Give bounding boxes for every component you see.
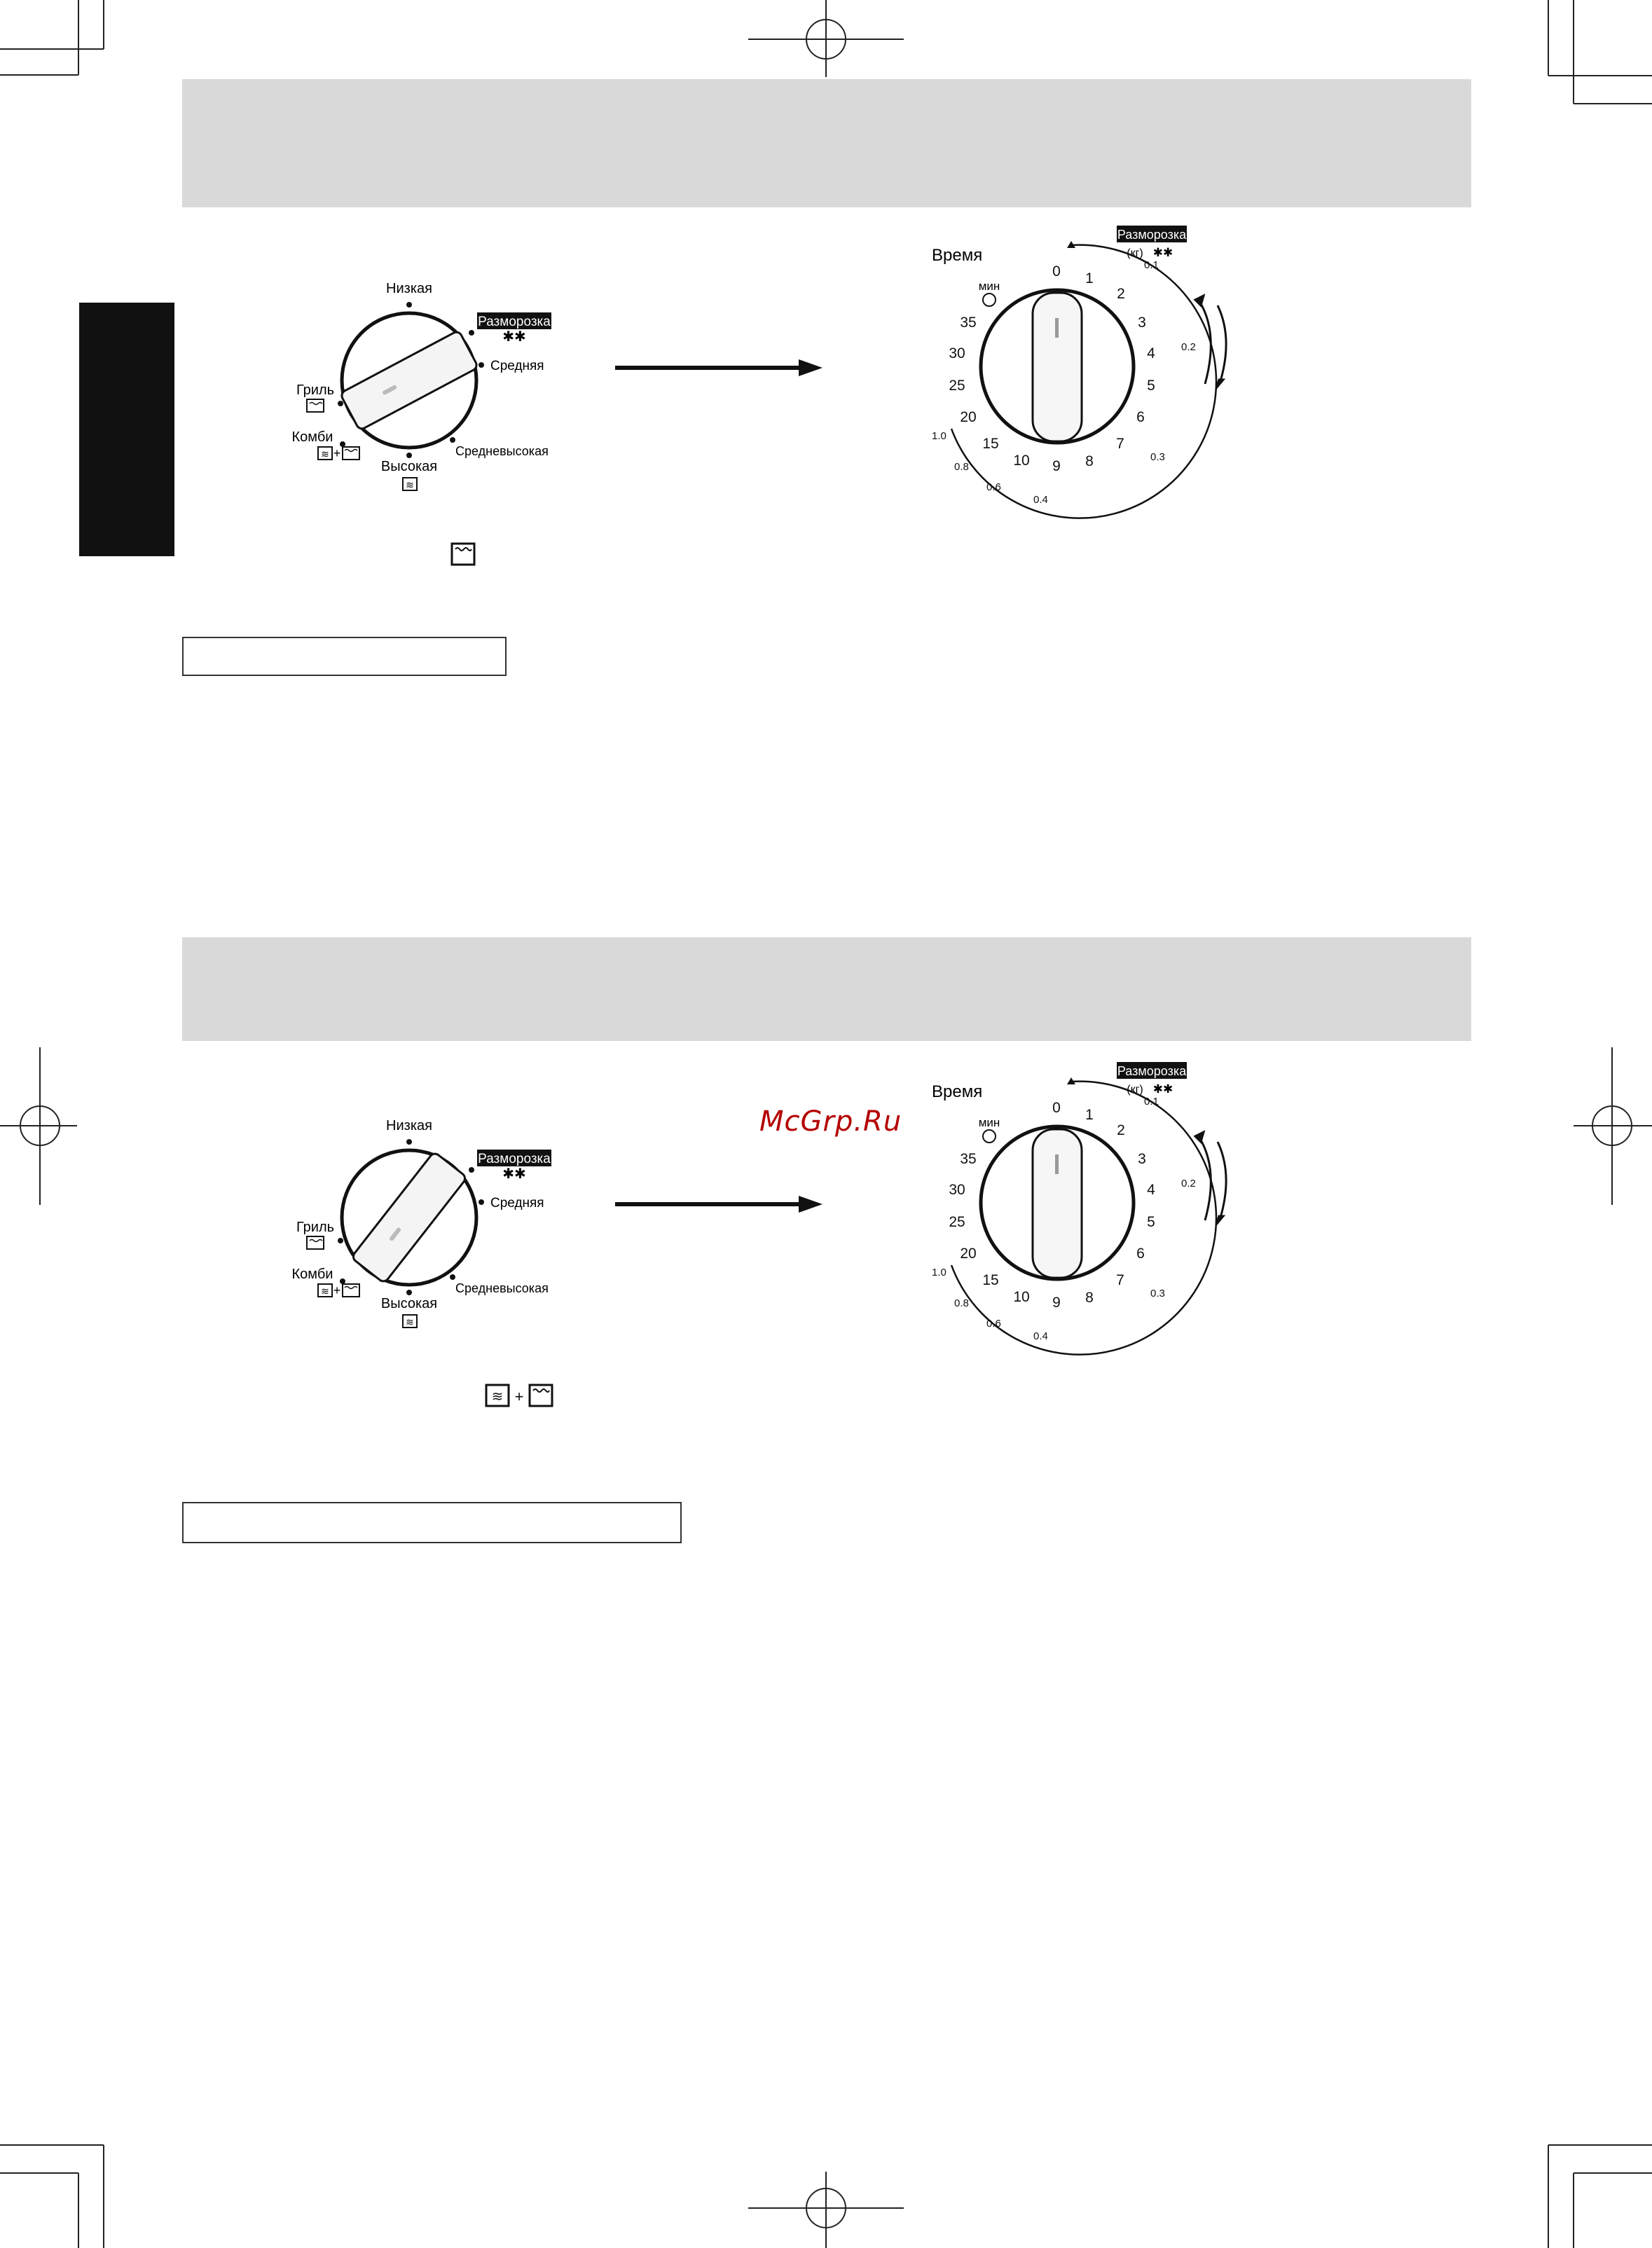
snowflake-icon: ✱✱ <box>502 329 526 345</box>
min-mark-15: 15 <box>982 1272 999 1288</box>
weight-mark-0.1: 0.1 <box>1144 1096 1159 1108</box>
min-mark-30: 30 <box>949 1182 965 1198</box>
microwave-icon <box>403 1315 417 1328</box>
weight-mark-1.0: 1.0 <box>932 1267 947 1278</box>
timer-kg-label: (кг) <box>1127 247 1143 259</box>
arrow-right-icon <box>615 357 822 378</box>
combi-icon <box>318 446 359 460</box>
timer-title: Время <box>932 1082 983 1101</box>
combi-icon <box>318 1283 359 1297</box>
min-mark-6: 6 <box>1136 409 1145 425</box>
timer-dial-2 <box>911 1054 1240 1355</box>
snowflake-icon: ✱✱ <box>502 1166 526 1182</box>
svg-text:+: + <box>333 1283 341 1297</box>
watermark-text: McGrp.Ru <box>759 1105 902 1138</box>
microwave-plus-grill-icon <box>485 1384 555 1409</box>
min-mark-0: 0 <box>1052 1100 1061 1116</box>
power-label-high: Высокая <box>380 1296 438 1311</box>
power-label-low: Низкая <box>386 281 432 296</box>
snowflake-icon: ✱✱ <box>1152 246 1173 259</box>
rotate-arrows-icon <box>1195 1132 1226 1225</box>
plus-sign: + <box>514 1388 524 1405</box>
clock-icon <box>983 1130 996 1143</box>
min-mark-9: 9 <box>1052 458 1061 474</box>
min-mark-15: 15 <box>982 436 999 452</box>
min-mark-1: 1 <box>1085 270 1094 287</box>
min-mark-3: 3 <box>1138 315 1146 331</box>
snowflake-icon: ✱✱ <box>1152 1082 1173 1096</box>
grill-icon <box>307 399 324 412</box>
weight-mark-0.8: 0.8 <box>954 1297 969 1309</box>
min-mark-5: 5 <box>1147 1214 1155 1230</box>
power-label-grill: Гриль <box>296 382 335 398</box>
svg-text:≋: ≋ <box>406 1316 414 1328</box>
power-label-medium: Средняя <box>490 1196 544 1211</box>
side-language-tab <box>79 303 174 556</box>
min-mark-5: 5 <box>1147 378 1155 394</box>
power-dial-1 <box>273 266 581 504</box>
grill-icon <box>450 542 476 566</box>
min-mark-10: 10 <box>1013 1289 1030 1305</box>
power-label-medium: Средняя <box>490 359 544 373</box>
min-mark-6: 6 <box>1136 1246 1145 1262</box>
min-mark-35: 35 <box>960 315 977 331</box>
timer-min-label: мин <box>978 280 1000 293</box>
svg-text:≋: ≋ <box>491 1389 504 1405</box>
weight-mark-0.3: 0.3 <box>1150 451 1165 463</box>
min-mark-25: 25 <box>949 378 965 394</box>
weight-mark-0.6: 0.6 <box>986 481 1001 493</box>
power-label-combi: Комби <box>291 429 333 445</box>
power-label-defrost: Разморозка <box>478 315 551 329</box>
power-dial-2 <box>273 1103 581 1342</box>
weight-mark-0.4: 0.4 <box>1033 1330 1048 1342</box>
rotate-arrows-icon <box>1195 296 1226 388</box>
timer-knob-grip <box>1033 1129 1082 1278</box>
svg-text:≋: ≋ <box>406 479 414 490</box>
weight-mark-0.2: 0.2 <box>1181 341 1196 353</box>
power-label-medium-high: Средневысокая <box>455 1281 549 1295</box>
weight-mark-0.6: 0.6 <box>986 1318 1001 1330</box>
min-mark-10: 10 <box>1013 453 1030 469</box>
svg-text:+: + <box>333 446 341 460</box>
min-mark-1: 1 <box>1085 1107 1094 1123</box>
microwave-icon <box>403 478 417 490</box>
section1-caption-box <box>182 637 507 676</box>
min-mark-25: 25 <box>949 1214 965 1230</box>
power-label-grill: Гриль <box>296 1220 335 1235</box>
min-mark-8: 8 <box>1085 453 1094 469</box>
min-mark-7: 7 <box>1116 436 1124 452</box>
power-label-low: Низкая <box>386 1118 432 1133</box>
section2-caption-box <box>182 1502 682 1543</box>
timer-defrost-label: Разморозка <box>1117 1064 1187 1078</box>
svg-text:≋: ≋ <box>321 448 329 460</box>
min-mark-3: 3 <box>1138 1151 1146 1167</box>
min-mark-20: 20 <box>960 1246 977 1262</box>
weight-mark-1.0: 1.0 <box>932 430 947 442</box>
power-label-medium-high: Средневысокая <box>455 444 549 458</box>
timer-knob-grip <box>1033 293 1082 441</box>
min-mark-35: 35 <box>960 1151 977 1167</box>
min-mark-8: 8 <box>1085 1290 1094 1306</box>
weight-mark-0.1: 0.1 <box>1144 259 1159 271</box>
section2-header-band <box>182 937 1471 1041</box>
weight-mark-0.4: 0.4 <box>1033 494 1048 506</box>
min-mark-20: 20 <box>960 409 977 425</box>
power-label-high: Высокая <box>380 459 438 474</box>
section1-header-band <box>182 79 1471 207</box>
power-label-combi: Комби <box>291 1267 333 1282</box>
arrow-right-icon <box>615 1194 822 1215</box>
min-mark-2: 2 <box>1117 286 1125 302</box>
min-mark-2: 2 <box>1117 1122 1125 1138</box>
min-mark-7: 7 <box>1116 1272 1124 1288</box>
weight-mark-0.8: 0.8 <box>954 461 969 473</box>
timer-defrost-label: Разморозка <box>1117 228 1187 242</box>
timer-title: Время <box>932 246 983 265</box>
min-mark-4: 4 <box>1147 345 1155 361</box>
timer-min-label: мин <box>978 1116 1000 1129</box>
timer-dial-1 <box>911 217 1240 518</box>
clock-icon <box>983 294 996 306</box>
min-mark-9: 9 <box>1052 1295 1061 1311</box>
min-mark-0: 0 <box>1052 263 1061 280</box>
min-mark-4: 4 <box>1147 1182 1155 1198</box>
weight-mark-0.2: 0.2 <box>1181 1178 1196 1189</box>
min-mark-30: 30 <box>949 345 965 361</box>
svg-text:≋: ≋ <box>321 1285 329 1297</box>
power-label-defrost: Разморозка <box>478 1152 551 1166</box>
weight-mark-0.3: 0.3 <box>1150 1288 1165 1299</box>
grill-icon <box>307 1236 324 1249</box>
timer-kg-label: (кг) <box>1127 1084 1143 1096</box>
